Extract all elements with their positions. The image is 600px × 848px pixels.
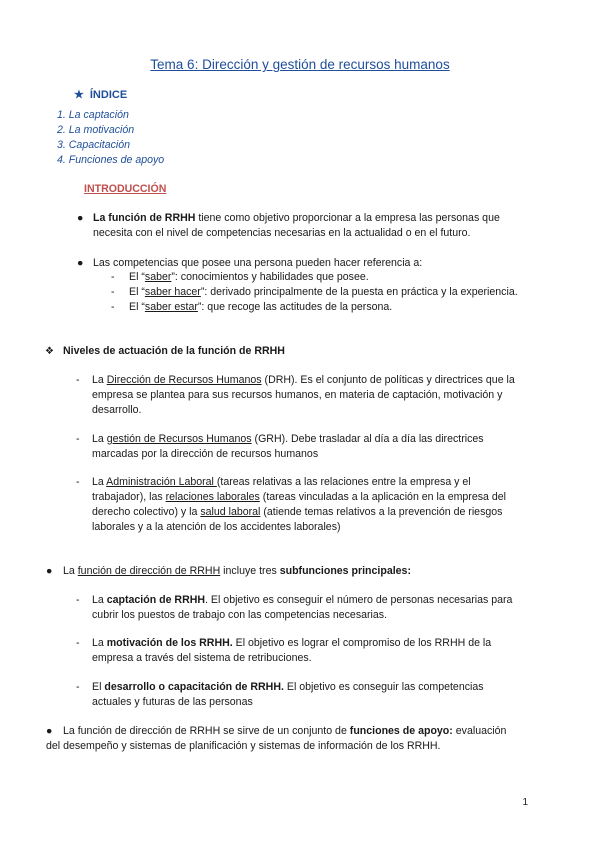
index-heading <box>74 88 127 103</box>
bullet-icon: ● <box>77 257 84 269</box>
star-icon: ★ <box>74 89 84 101</box>
bullet-icon: ● <box>77 212 84 224</box>
dash-icon: - <box>76 594 80 606</box>
text: Las competencias que posee una persona pueden hacer referencia a: <box>93 257 423 269</box>
text: necesita con el nivel de competencias necesarias en la actualidad o en el futuro. <box>93 227 471 239</box>
diamond-icon: ❖ <box>45 346 54 357</box>
text: tiene como objetivo proporcionar a la empresa las personas que <box>195 212 500 224</box>
intro-heading: INTRODUCCIÓN <box>84 183 167 195</box>
bold-term: La función de RRHH <box>93 212 196 224</box>
index-item[interactable]: 2. La motivación <box>57 124 135 136</box>
paragraph-funciones-apoyo: La función de dirección de RRHH se sirve de un conjunto de funciones de apoyo: evaluación del desempeño y sistemas de planificación y sistemas de información de los RRHH. <box>46 725 507 752</box>
section-heading: Niveles de actuación de la función de RRHH <box>63 345 285 357</box>
dash-icon: - <box>111 301 115 313</box>
dash-icon: - <box>76 374 80 386</box>
paragraph-admin-laboral: La Administración Laboral (tareas relativas a las relaciones entre la empresa y el trabajador), las relaciones laborales (tareas vinculadas a la aplicación en la empresa del derecho colectivo) y la salud laboral (atiende temas relativos a la prevención de riesgos laborales y a la atención de los accidentes laborales) <box>92 476 506 533</box>
paragraph-motivacion: La motivación de los RRHH. El objetivo es lograr el compromiso de los RRHH de la empresa a través del sistema de retribuciones. <box>92 637 492 664</box>
index-item[interactable]: 3. Capacitación <box>57 139 131 151</box>
paragraph-captacion: La captación de RRHH. El objetivo es conseguir el número de personas necesarias para cubrir los puestos de trabajo con las competencias necesarias. <box>92 594 513 621</box>
list-item: - El “saber hacer”: derivado principalmente de la puesta en práctica y la experiencia. <box>111 286 518 298</box>
dash-icon: - <box>111 286 115 298</box>
dash-icon: - <box>76 476 80 488</box>
list-item: - El “saber”: conocimientos y habilidades que posee. <box>111 271 369 283</box>
page-title: Tema 6: Dirección y gestión de recursos humanos <box>150 57 450 72</box>
dash-icon: - <box>76 637 80 649</box>
list-item: - El “saber estar”: que recoge las actitudes de la persona. <box>111 301 393 313</box>
dash-icon: - <box>76 681 80 693</box>
bullet-icon: ● <box>46 725 53 737</box>
paragraph-desarrollo: El desarrollo o capacitación de RRHH. El objetivo es conseguir las competencias actuales y futuras de las personas <box>92 681 484 708</box>
index-list <box>57 108 164 168</box>
competencias-list <box>111 270 549 315</box>
paragraph-grh: La gestión de Recursos Humanos (GRH). Debe trasladar al día a día las directrices marcadas por la dirección de recursos humanos <box>92 433 484 460</box>
paragraph-funcion-rrhh <box>93 211 533 241</box>
index-item[interactable]: 4. Funciones de apoyo <box>57 154 165 166</box>
index-item[interactable]: 1. La captación <box>57 109 129 121</box>
paragraph-competencias <box>93 256 533 271</box>
page-number: 1 <box>522 797 528 808</box>
bullet-icon: ● <box>46 565 53 577</box>
dash-icon: - <box>111 271 115 283</box>
paragraph-subfunciones: La función de dirección de RRHH incluye tres subfunciones principales: <box>63 565 411 577</box>
index-heading-label: ÍNDICE <box>89 89 128 101</box>
paragraph-drh: La Dirección de Recursos Humanos (DRH). Es el conjunto de políticas y directrices que la empresa se plantea para sus recursos humanos, en materia de captación, motivación y desarrollo. <box>92 374 515 416</box>
dash-icon: - <box>76 433 80 445</box>
